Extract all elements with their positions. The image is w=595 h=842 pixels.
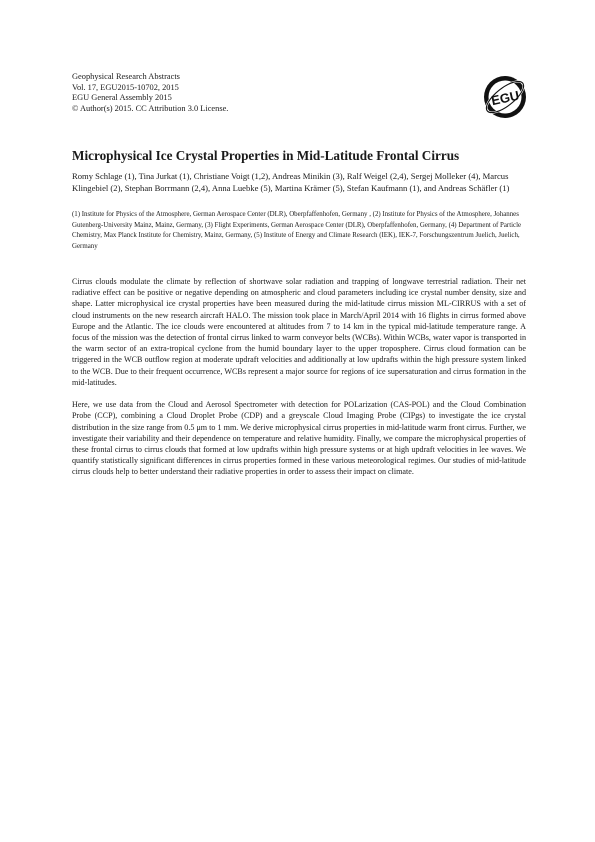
abstract-title: Microphysical Ice Crystal Properties in Mid-Latitude Frontal Cirrus: [72, 148, 460, 163]
abstract-body: [72, 276, 526, 489]
affiliation-list: (1) Institute for Physics of the Atmosphere, German Aerospace Center (DLR), Oberpfaffenhofen, Germany , (2) Institute for Physics of the Atmosphere, Johannes Gutenberg-University Mainz, Mainz, Germany, (3) Flight Experiments, German Aerospace Center (DLR), Oberpfaffenhofen, Germany, (4) Department of Particle Chemistry, Max Planck Institute for Chemistry, Mainz, Germany, (5) Institute of Energy and Climate Research (IEK), IEK-7, Forschungszentrum Juelich, Juelich, Germany: [72, 211, 522, 250]
abstract-paragraph: Cirrus clouds modulate the climate by reflection of shortwave solar radiation and trapping of longwave terrestrial radiation. Their net radiative effect can be positive or negative depending on atmospheric and cloud parameters including ice crystal number density, size and shape. Latter microphysical ice crystal properties have been measured during the mid-latitude cirrus mission ML-CIRRUS with a set of cloud instruments on the new research aircraft HALO. The mission took place in March/April 2014 with 16 flights in cirrus formed above Europe and the Atlantic. The ice clouds were encountered at altitudes from 7 to 14 km in the typical mid-latitude temperature range. A focus of the mission was the detection of frontal cirrus linked to warm conveyor belts (WCBs). Within WCBs, water vapor is transported in the warm sector of an extra-tropical cyclone from the humid boundary layer to the upper troposphere. Cirrus cloud formation can be triggered in the WCB outflow region at moderate updraft velocities and additionally at low updrafts within the high pressure system linked to the WCB. Due to their frequent occurrence, WCBs represent a major source for regions of ice supersaturation and cirrus formation in the mid-latitudes.: [72, 277, 526, 387]
abstract-header: [72, 72, 372, 114]
author-list: Romy Schlage (1), Tina Jurkat (1), Christiane Voigt (1,2), Andreas Minikin (3), Ralf Weigel (2,4), Sergej Molleker (4), Marcus Klingebiel (2), Stephan Borrmann (2,4), Anna Luebke (5), Martina Krämer (5), Stefan Kaufmann (1), and Andreas Schäfler (1): [72, 171, 510, 193]
journal-name: Geophysical Research Abstracts: [72, 72, 180, 81]
assembly-name: EGU General Assembly 2015: [72, 93, 172, 103]
logo-text: EGU: [489, 87, 521, 109]
egu-logo-icon: [482, 74, 528, 120]
copyright-notice: © Author(s) 2015. CC Attribution 3.0 License.: [72, 103, 229, 113]
volume-info: Vol. 17, EGU2015-10702, 2015: [72, 82, 179, 92]
abstract-paragraph: Here, we use data from the Cloud and Aerosol Spectrometer with detection for POLarization (CAS-POL) and the Cloud Combination Probe (CCP), combining a Cloud Droplet Probe (CDP) and a greyscale Cloud Imaging Probe (CIPgs) to investigate the ice crystal distribution in the size range from 0.5 μm to 1 mm. We derive microphysical cirrus properties in mid-latitude warm front cirrus. Further, we investigate their variability and their dependence on temperature and relative humidity. Finally, we compare the microphysical properties of these frontal cirrus to cirrus clouds that formed at low updrafts within high pressure systems or at high updraft velocities in lee waves. We quantify statistically significant differences in cirrus properties formed in these various meteorological regimes. Our studies of mid-latitude cirrus clouds help to better understand their radiative properties in order to assess their impact on climate.: [72, 400, 526, 477]
